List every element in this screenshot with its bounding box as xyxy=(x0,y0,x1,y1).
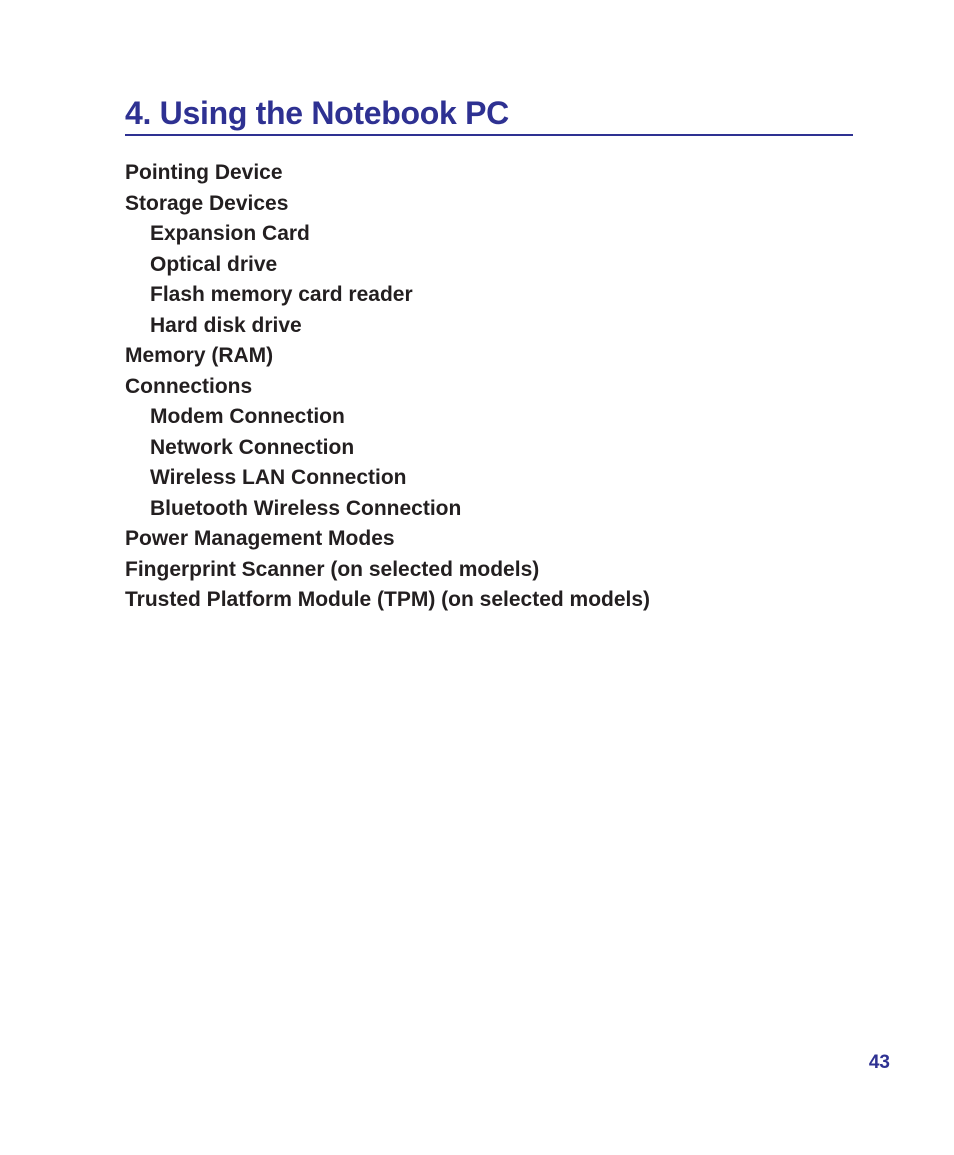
toc-subitem-modem-connection: Modem Connection xyxy=(150,405,345,428)
page-title: 4. Using the Notebook PC xyxy=(125,95,509,131)
toc-subitem-wireless-lan-connection: Wireless LAN Connection xyxy=(150,466,407,489)
table-of-contents xyxy=(125,158,650,616)
toc-item-power-management-modes: Power Management Modes xyxy=(125,527,395,550)
title-divider xyxy=(125,134,853,136)
toc-item-storage-devices: Storage Devices xyxy=(125,191,289,215)
toc-item-fingerprint-scanner: Fingerprint Scanner (on selected models) xyxy=(125,557,540,581)
toc-subitem-hard-disk-drive: Hard disk drive xyxy=(150,313,302,337)
toc-subitem-optical-drive: Optical drive xyxy=(150,252,278,276)
toc-item-connections: Connections xyxy=(125,374,253,398)
toc-subitem-bluetooth-wireless-connection: Bluetooth Wireless Connection xyxy=(150,496,462,520)
page-number: 43 xyxy=(868,1052,890,1073)
toc-item-trusted-platform-module: Trusted Platform Module (TPM) (on selected models) xyxy=(125,588,651,611)
toc-subitem-expansion-card: Expansion Card xyxy=(150,222,310,245)
toc-subitem-network-connection: Network Connection xyxy=(150,435,355,459)
toc-item-memory: Memory (RAM) xyxy=(125,344,274,367)
toc-subitem-flash-memory-card-reader: Flash memory card reader xyxy=(150,283,413,306)
toc-item-pointing-device: Pointing Device xyxy=(125,161,283,184)
